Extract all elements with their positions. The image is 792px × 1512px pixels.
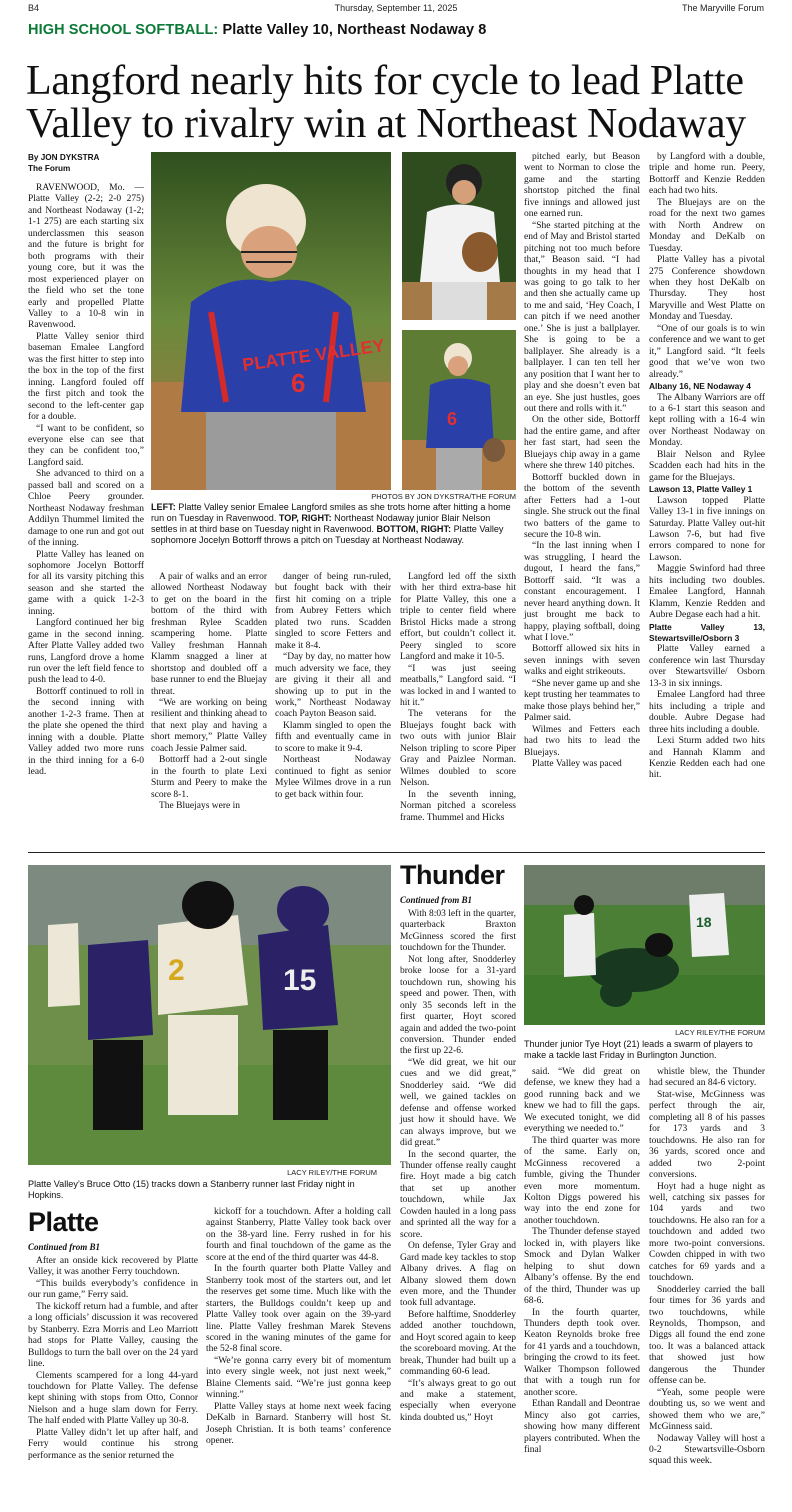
- paragraph: “We are working on being resilient and thinking ahead to that next play and having a short memory,” Platte Valley coach Jessie Palmer said.: [151, 697, 267, 754]
- paragraph: Platte Valley earned a conference win last Thursday over Stewartsville/ Osborn 13-3 in six innings.: [649, 644, 765, 689]
- paragraph: Stat-wise, McGinness was perfect through the air, completing all 8 of his passes for 173 yards and 3 touchdowns. He also ran for 36 yards, scored once and added two 2-point conversions.: [649, 1089, 765, 1181]
- paragraph: danger of being run-ruled, but fought back with their first hit coming on a triple from Aubrey Fetters which plated two runs. Scadden singled to score Fetters and make it 8-4.: [275, 572, 391, 651]
- paragraph: Not long after, Snodderley broke loose for a 31-yard touchdown run, showing his speed and power. Then, with only 35 seconds left in the first quarter, Hoyt scored again and added the two-point conversion. Thunder ended the first up 22-6.: [400, 954, 516, 1057]
- paragraph: Hoyt had a huge night as well, catching six passes for 104 yards and two touchdowns. He also ran for a touchdown and added two more two-point conversions. Cowden chipped in with two catches for 69 yards and a touchdown.: [649, 1181, 765, 1284]
- paragraph: whistle blew, the Thunder had secured an 84-6 victory.: [649, 1067, 765, 1089]
- paragraph: In the seventh inning, Norman pitched a scoreless frame. Thummel and Hicks: [400, 789, 516, 823]
- paragraph: Before halftime, Snodderley added another touchdown, and Hoyt scored again to keep the scoreboard moving. At the break, Thunder had built up a commanding 60-6 lead.: [400, 1309, 516, 1378]
- subhead: Albany 16, NE Nodaway 4: [649, 381, 751, 392]
- softball-photo-caption: [151, 502, 516, 546]
- svg-text:6: 6: [291, 368, 306, 398]
- softball-photo-credit: PHOTOS BY JON DYKSTRA/THE FORUM: [371, 492, 516, 501]
- byline-name: By JON DYKSTRA: [28, 153, 100, 162]
- paragraph: Langford continued her big game in the second inning. After Platte Valley added two runs, Langford drove a home run over the left field fence to push the lead to 4-0.: [28, 618, 144, 686]
- story-kicker: [28, 22, 486, 38]
- langford-photo-image: [151, 152, 391, 490]
- caption-bottom-label: BOTTOM, RIGHT:: [376, 524, 452, 534]
- caption-left-text: Platte Valley senior Emalee Langford smiles as she trots home after hitting a home run on Tuesday in Ravenwood.: [151, 502, 511, 523]
- paragraph: Maggie Swinford had three hits including two doubles. Emalee Langford, Hannah Klamm, Kenzie Redden and Aubre Degase each had a hit.: [649, 564, 765, 621]
- headline-line-1: Langford nearly hits for cycle to lead Platte: [26, 58, 744, 104]
- subhead: Lawson 13, Platte Valley 1: [649, 484, 753, 495]
- softball-column-2: [151, 572, 267, 813]
- paragraph: The third quarter was more of the same. Early on, McGinness recovered a fumble, giving the Thunder even more momentum. Kolton Diggs powered his way into the end zone for another touchdown.: [524, 1135, 640, 1226]
- thunder-column-3: [649, 1067, 765, 1468]
- paragraph: Platte Valley has leaned on sophomore Jocelyn Bottorff for all its varsity pitching this season and she started the game with a quick 1-2-3 inning.: [28, 549, 144, 617]
- headline: [26, 60, 776, 146]
- paper-name: The Maryville Forum: [681, 3, 764, 13]
- paragraph: With 8:03 left in the quarter, quarterback Braxton McGinness scored the first touchdown for the Thunder.: [400, 909, 516, 954]
- issue-date: Thursday, September 11, 2025: [334, 3, 458, 13]
- paragraph: Nodaway Valley will host a 0-2 Stewartsville-Osborn squad this week.: [649, 1433, 765, 1467]
- subhead: Platte Valley 13, Stewartsville/Osborn 3: [649, 621, 765, 644]
- hoyt-photo-credit: LACY RILEY/THE FORUM: [675, 1028, 765, 1037]
- paragraph: Bottorff allowed six hits in seven innings with seven walks and eight strikeouts.: [524, 644, 640, 678]
- kicker-score: Platte Valley 10, Northeast Nodaway 8: [222, 22, 487, 38]
- platte-column-2: [206, 1207, 391, 1448]
- softball-column-6: [649, 152, 765, 782]
- paragraph: “Yeah, some people were doubting us, so we went and showed them who we are,” McGinness said.: [649, 1387, 765, 1433]
- caption-bottom-text: Platte Valley sophomore Jocelyn Bottorff throws a pitch on Tuesday at Northeast Nodaway.: [151, 524, 504, 545]
- photo-nelson: [402, 152, 516, 320]
- paragraph: She advanced to third on a passed ball and scored on a Chloe Peery grounder. Northeast Nodaway freshman Addilyn Thummel limited the damage to one run and got out of the inning.: [28, 469, 144, 549]
- paragraph: Lexi Sturm added two hits and Hannah Klamm and Kenzie Redden each had one hit.: [649, 736, 765, 781]
- platte-jump-head: Platte: [28, 1207, 99, 1237]
- svg-text:2: 2: [168, 954, 185, 987]
- paragraph: Bottorff had a 2-out single in the fourth to plate Lexi Sturm and Peery to make the score 8-1.: [151, 755, 267, 800]
- paragraph: Bottorff continued to roll in the second inning with another 1-2-3 frame. Then at the plate she opened the third inning with a double. Platte Valley added two more runs in the third inning for a 6-0 lead.: [28, 686, 144, 778]
- photo-bottorff: [402, 330, 516, 490]
- paragraph: Langford led off the sixth with her third extra-base hit for Platte Valley, this one a triple to center field where Bristol Hicks made a strong effort, but couldn’t collect it. Peery singled to score Langford and make it 10-5.: [400, 572, 516, 663]
- page-number: B4: [28, 3, 40, 13]
- paragraph: “She started pitching at the end of May and Bristol started pitching not too much before that,” Beason said. “I had thoughts in my head that I was going to go talk to her and then she actually came up to me and said, ‘Hey Coach, I can pitch if we need another one.’ She is just a ballplayer. She is going to be a ballplayer. She already is a ballplayer. I can ten tell her any position that I want her to play and she doesn’t even bat an eye. She just hustles, goes out there and rolls with it.”: [524, 220, 640, 414]
- paragraph: Klamm singled to open the fifth and eventually came in to score to make it 9-4.: [275, 720, 391, 754]
- paragraph: “Day by day, no matter how much adversity we face, they are giving it their all and showing up to put in the work,” Northeast Nodaway coach Payton Beason said.: [275, 652, 391, 720]
- paragraph: by Langford with a double, triple and home run. Peery, Bottorff and Kenzie Redden each had two hits.: [649, 152, 765, 197]
- thunder-column-1: [400, 909, 516, 1424]
- paragraph: The Thunder defense stayed locked in, with players like Smock and Dylan Walker helping to shut down Albany’s offense. By the end of the third, Thunder was up 68-6.: [524, 1227, 640, 1307]
- paragraph: Northeast Nodaway continued to fight as senior Mylee Wilmes drove in a run to get back within four.: [275, 755, 391, 800]
- svg-text:18: 18: [696, 914, 712, 930]
- paragraph: The kickoff return had a fumble, and after a long officials’ discussion it was recovered by Stanberry. Ezra Morris and Leo Marriott had stops for Platte Valley, causing the Bulldogs to turn the ball over on the 24 yard line.: [28, 1301, 198, 1370]
- paragraph: Bottorff buckled down in the bottom of the seventh after Fetters had a 1-out single. She struck out the final two batters of the game to secure the 10-8 win.: [524, 472, 640, 540]
- paragraph: Ethan Randall and Deontrae Mincy also got carries, showing how many different players contributed. When the final: [524, 1399, 640, 1455]
- photo-otto: [28, 865, 391, 1165]
- paragraph: The veterans for the Bluejays fought back with two outs with junior Blair Nelson tripling to score Piper Gray and Paizlee Norman. Wilmes doubled to score Nelson.: [400, 709, 516, 789]
- paragraph: Lawson topped Platte Valley 13-1 in five innings on Saturday. Platte Valley out-hit Lawson 7-6, but had five errors compared to none for Lawson.: [649, 495, 765, 563]
- hoyt-photo-image: [524, 865, 765, 1025]
- paragraph: Platte Valley didn’t let up after half, and Ferry would continue his strong performance as the senior returned the: [28, 1427, 198, 1461]
- photo-langford: [151, 152, 391, 490]
- svg-text:15: 15: [283, 964, 317, 997]
- headline-line-2: Valley to rivalry win at Northeast Nodaway: [26, 101, 746, 147]
- paragraph: In the fourth quarter, Thunders depth took over. Keaton Reynolds broke free for 41 yards and a touchdown, bringing the crowd to its feet. Walker Thompson followed that with a tough run for another score.: [524, 1307, 640, 1398]
- paragraph: “One of our goals is to win conference and we want to get it,” Langford said. “It feels good that we’ve won two already.”: [649, 323, 765, 380]
- kicker-category: HIGH SCHOOL SOFTBALL:: [28, 22, 219, 38]
- hoyt-photo-caption: Thunder junior Tye Hoyt (21) leads a swarm of players to make a tackle last Friday in Burlington Junction.: [524, 1039, 753, 1060]
- byline-org: The Forum: [28, 164, 71, 173]
- paragraph: The Albany Warriors are off to a 6-1 start this season and kept rolling with a 16-4 win over Northeast Nodaway on Monday.: [649, 392, 765, 449]
- otto-photo-image: [28, 865, 391, 1165]
- paragraph: Snodderley carried the ball four times for 36 yards and two touchdowns, while Reynolds, Thompson, and Diggs all found the end zone too. It was a balanced attack that showed just how dangerous the Thunder offense can be.: [649, 1284, 765, 1387]
- softball-column-1: [28, 183, 144, 779]
- paragraph: Platte Valley was paced: [532, 759, 622, 770]
- thunder-continued: Continued from B1: [400, 895, 473, 905]
- svg-text:6: 6: [447, 409, 458, 429]
- paragraph: “I was just seeing meatballs,” Langford said. “I was locked in and I wanted to hit it.”: [400, 663, 516, 708]
- paragraph: pitched early, but Beason went to Norman to close the game and the starting shortstop pitched the final five innings and allowed just one earned run.: [524, 152, 640, 220]
- paragraph: Emalee Langford had three hits including a triple and double. Aubre Degase had three hits including a double.: [649, 690, 765, 735]
- caption-left-label: LEFT:: [151, 502, 176, 512]
- otto-photo-credit: LACY RILEY/THE FORUM: [287, 1168, 377, 1177]
- paragraph: kickoff for a touchdown. After a holding call against Stanberry, Platte Valley took back over on the 38-yard line. Ferry rushed in for his fourth and final touchdown of the game as the score at the end of the third quarter was 44-8.: [206, 1207, 391, 1263]
- paragraph: Platte Valley stays at home next week facing DeKalb in Barnard. Stanberry will host St. Joseph Christian. It is both teams’ conference opener.: [206, 1401, 391, 1447]
- paragraph: “We’re gonna carry every bit of momentum into every single week, not just next week,” Blaine Clements said. “We’re just gonna keep winning.”: [206, 1355, 391, 1401]
- softball-column-5: [524, 152, 640, 770]
- bottorff-photo-image: [402, 330, 516, 490]
- paragraph: “We did great, we hit our cues and we did great,” Snodderley said. “We did well, we gained tackles on defense and offense worked just how it should have. We can always improve, but we did great.”: [400, 1057, 516, 1149]
- caption-top-label: TOP, RIGHT:: [278, 513, 332, 523]
- paragraph: Platte Valley has a pivotal 275 Conference showdown when they host DeKalb on Thursday. They host Maryville and West Platte on Monday and Tuesday.: [649, 255, 765, 323]
- paragraph: After an onside kick recovered by Platte Valley, it was another Ferry touchdown.: [28, 1256, 198, 1278]
- thunder-column-2: [524, 1067, 640, 1456]
- paragraph: RAVENWOOD, Mo. — Platte Valley (2-2; 2-0 275) and Northeast Nodaway (1-2; 1-1 275) are each starting six underclassmen this season and the future is bright for both programs with their young core, but it was the most experienced player on the field who set the tone early and propelled Platte Valley to a 10-8 win in Ravenwood.: [28, 183, 144, 331]
- paragraph: “It’s always great to go out and make a statement, especially when everyone kinda doubted us,” Hoyt: [400, 1378, 516, 1423]
- paragraph: said. “We did great on defense, we knew they had a good running back and we knew we had to fill the gaps. We executed tonight, we did everything we needed to.”: [524, 1067, 640, 1135]
- softball-column-4: [400, 572, 516, 824]
- paragraph: “She never game up and she kept trusting her teammates to make those plays behind her,” Palmer said.: [524, 678, 640, 724]
- nelson-photo-image: [402, 152, 516, 320]
- paragraph: “I want to be confident, so everyone else can see that they can be confident too,” Langford said.: [28, 423, 144, 468]
- paragraph: “In the last inning when I was struggling, I heard the dugout, I heard the fans,” Bottorff said. “It was a constant encouragement. I never heard anything down. It just brought me back to happy, playing softball, doing what I love.”: [524, 541, 640, 644]
- otto-photo-caption: Platte Valley’s Bruce Otto (15) tracks down a Stanberry runner last Friday night in Hopkins.: [28, 1179, 355, 1200]
- platte-column-1: [28, 1256, 198, 1462]
- paragraph: In the second quarter, the Thunder offense really caught fire. Hoyt made a big catch that set up another touchdown, while Jax Cowden hauled in a long pass and sprinted all the way for a score.: [400, 1149, 516, 1240]
- paragraph: “This builds everybody’s confidence in our run game,” Ferry said.: [28, 1278, 198, 1301]
- byline: [28, 152, 99, 174]
- caption-top-text: Northeast Nodaway junior Blair Nelson settles in at third base on Tuesday night in Ravenwood.: [151, 513, 491, 534]
- paragraph: On defense, Tyler Gray and Gard made key tackles to stop Albany drives. A flag on Albany slowed them down even more, and the Thunder took full advantage.: [400, 1241, 516, 1309]
- paragraph: A pair of walks and an error allowed Northeast Nodaway to get on the board in the bottom of the third with freshman Rylee Scadden scampering home. Platte Valley freshman Hannah Klamm snagged a liner at shortstop and doubled off a base runner to end the Bluejay threat.: [151, 572, 267, 697]
- platte-continued: Continued from B1: [28, 1242, 101, 1252]
- paragraph: In the fourth quarter both Platte Valley and Stanberry took most of the starters out, and let the reserves get some time. Much like with the starters, the Bulldogs couldn’t keep up and Platte Valley took over again on the 39-yard line. Platte Valley freshman Marek Stevens scored in the waning minutes of the game for the 52-8 final score.: [206, 1264, 391, 1355]
- paragraph: Clements scampered for a long 44-yard touchdown for Platte Valley. The defense kept shining with stops from Otto, Connor Nielson and a huge slam down for Ferry. The half ended with Platte Valley up 30-8.: [28, 1370, 198, 1427]
- paragraph: Blair Nelson and Rylee Scadden each had hits in the game for the Bluejays.: [649, 449, 765, 483]
- paragraph: The Bluejays were in: [159, 801, 240, 812]
- paragraph: Platte Valley senior third baseman Emalee Langford was the first hitter to step into the box in the top of the first inning. Langford fouled off the first pitch and took the second to the left-center gap for a double.: [28, 331, 144, 423]
- softball-column-3: [275, 572, 391, 801]
- paragraph: Wilmes and Fetters each had two hits to lead the Bluejays.: [524, 724, 640, 758]
- paragraph: The Bluejays are on the road for the next two games with North Andrew on Monday and DeKalb on Tuesday.: [649, 197, 765, 254]
- thunder-jump-head: Thunder: [400, 860, 505, 890]
- paragraph: On the other side, Bottorff had the entire game, and after her fast start, had seen the Bluejays chip away in a game where she threw 140 pitches.: [524, 415, 640, 472]
- svg-text:PLATTE VALLEY: PLATTE VALLEY: [241, 335, 386, 375]
- photo-hoyt: [524, 865, 765, 1025]
- section-divider: [28, 852, 765, 853]
